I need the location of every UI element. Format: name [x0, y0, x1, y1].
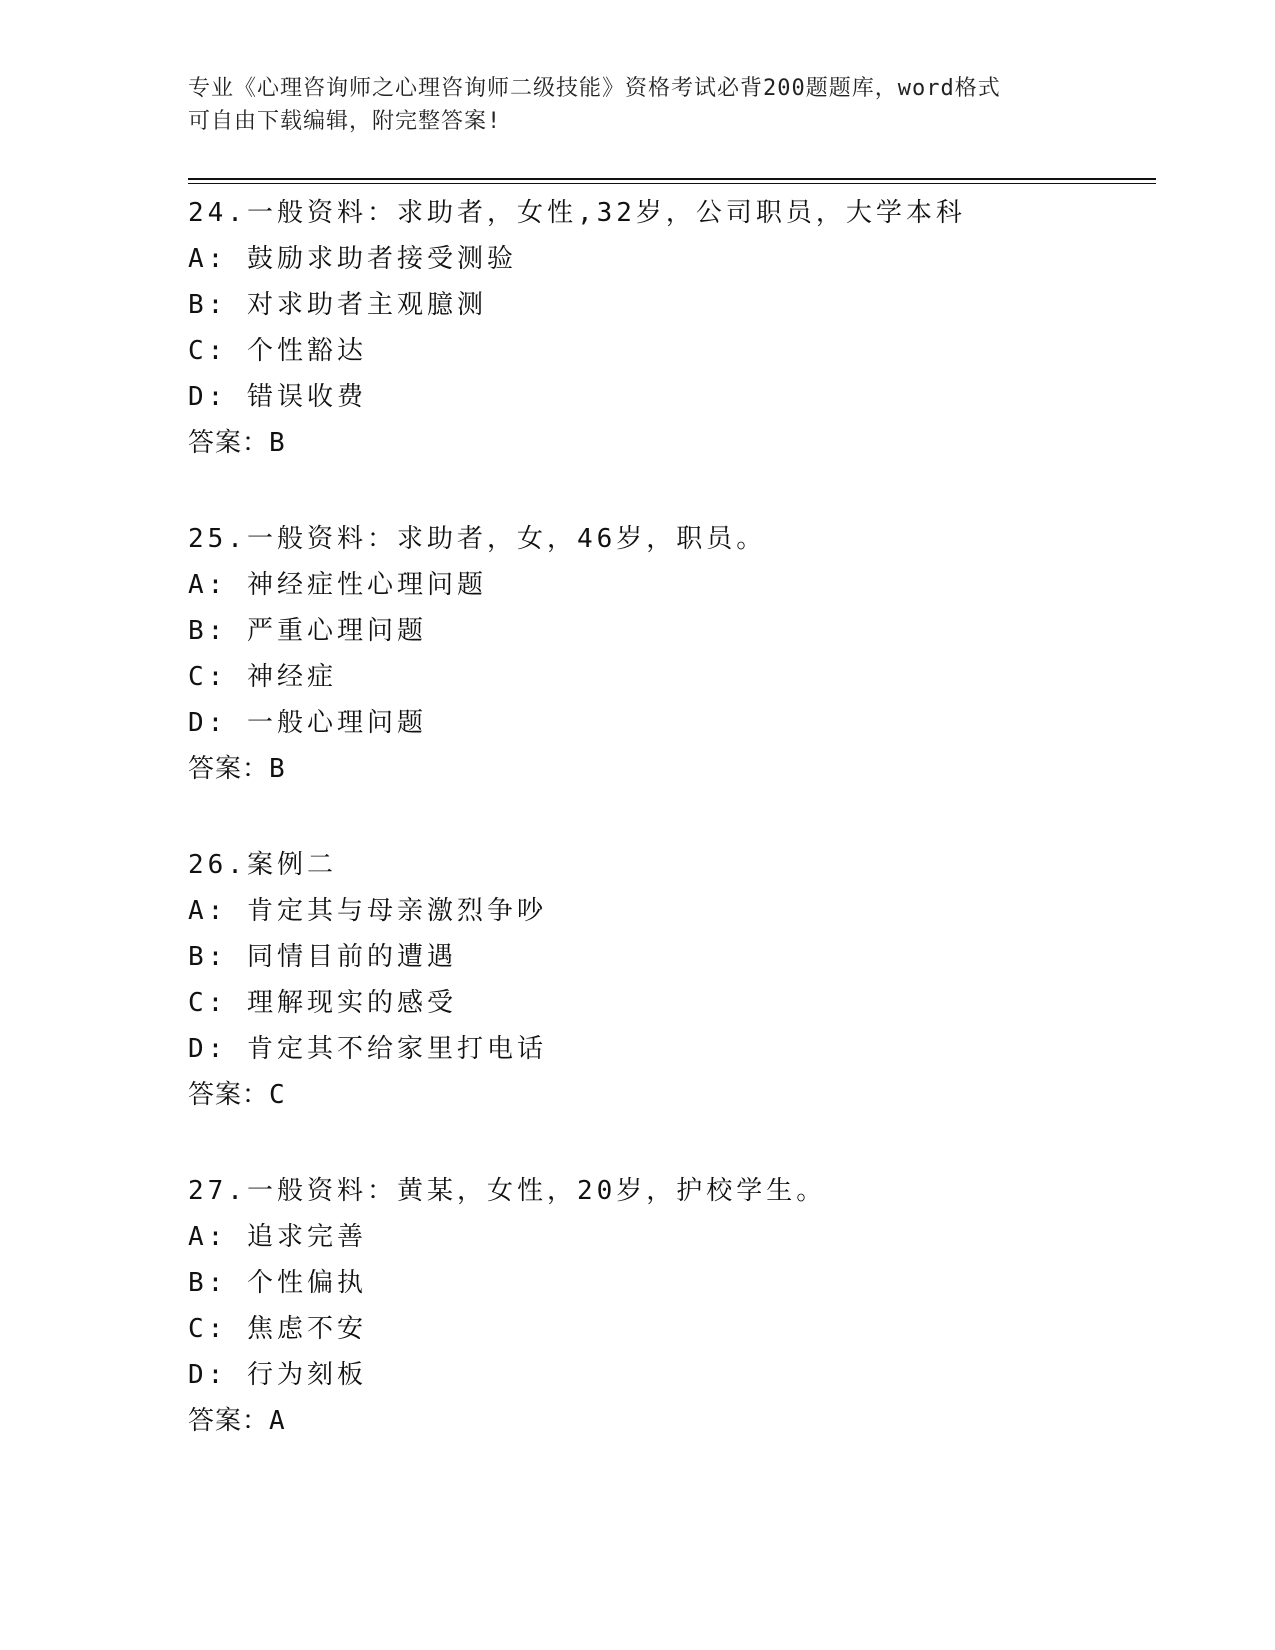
- header-divider-thick: [188, 178, 1156, 180]
- document-header: [188, 72, 1088, 138]
- header-line-2: 可自由下载编辑，附完整答案!: [188, 109, 502, 134]
- option-d: D: 肯定其不给家里打电话: [188, 1034, 547, 1064]
- question-27: [188, 1168, 1156, 1444]
- question-list: [188, 190, 1156, 1494]
- option-a: A: 肯定其与母亲激烈争吵: [188, 896, 547, 926]
- option-a: A: 追求完善: [188, 1222, 367, 1252]
- question-24: [188, 190, 1156, 466]
- option-b: B: 严重心理问题: [188, 616, 427, 646]
- question-26: [188, 842, 1156, 1118]
- question-stem: 24.一般资料：求助者，女性,32岁，公司职员，大学本科: [188, 198, 966, 228]
- answer: 答案：C: [188, 1080, 286, 1110]
- header-divider-thin: [188, 183, 1156, 184]
- option-c: C: 神经症: [188, 662, 337, 692]
- option-d: D: 行为刻板: [188, 1360, 367, 1390]
- option-b: B: 个性偏执: [188, 1268, 367, 1298]
- option-a: A: 鼓励求助者接受测验: [188, 244, 517, 274]
- answer: 答案：A: [188, 1406, 286, 1436]
- option-b: B: 同情目前的遭遇: [188, 942, 457, 972]
- question-stem: 26.案例二: [188, 850, 337, 880]
- header-line-1: 专业《心理咨询师之心理咨询师二级技能》资格考试必背200题题库，word格式: [188, 76, 1001, 101]
- option-c: C: 焦虑不安: [188, 1314, 367, 1344]
- answer: 答案：B: [188, 754, 286, 784]
- option-b: B: 对求助者主观臆测: [188, 290, 487, 320]
- question-stem: 25.一般资料：求助者，女，46岁，职员。: [188, 524, 767, 554]
- answer: 答案：B: [188, 428, 286, 458]
- option-c: C: 理解现实的感受: [188, 988, 457, 1018]
- option-d: D: 错误收费: [188, 382, 367, 412]
- option-c: C: 个性豁达: [188, 336, 367, 366]
- option-d: D: 一般心理问题: [188, 708, 427, 738]
- question-25: [188, 516, 1156, 792]
- option-a: A: 神经症性心理问题: [188, 570, 487, 600]
- question-stem: 27.一般资料：黄某，女性，20岁，护校学生。: [188, 1176, 827, 1206]
